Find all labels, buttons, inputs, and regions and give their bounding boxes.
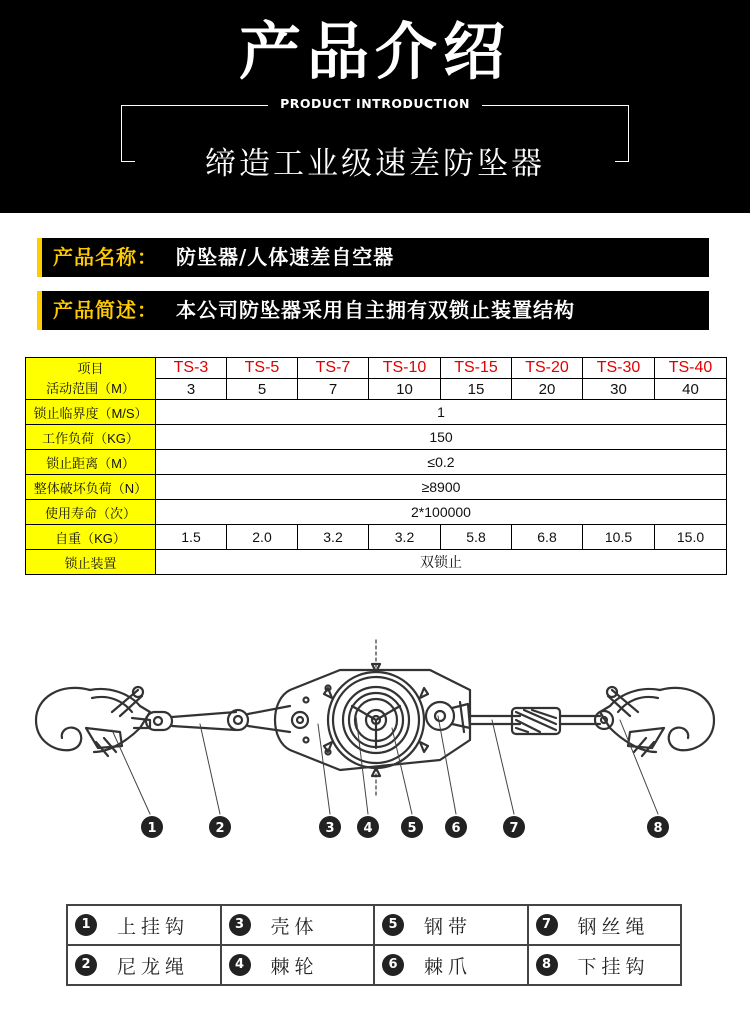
range-cell: 40 — [655, 379, 727, 400]
row-key: 整体破坏负荷（N） — [26, 475, 156, 500]
weight-cell: 2.0 — [227, 525, 298, 550]
legend-cell — [528, 945, 682, 985]
weight-cell: 6.8 — [512, 525, 583, 550]
range-cell: 30 — [583, 379, 655, 400]
weight-cell: 15.0 — [655, 525, 727, 550]
legend-cell — [374, 945, 528, 985]
legend-number: 6 — [382, 954, 404, 976]
callout-2: 2 — [215, 821, 225, 836]
range-cell: 10 — [369, 379, 441, 400]
page-subtitle: PRODUCT INTRODUCTION — [280, 96, 470, 111]
callout-4: 4 — [363, 821, 373, 836]
model-cell: TS-10 — [369, 358, 441, 379]
weight-cell: 1.5 — [156, 525, 227, 550]
lock-key: 锁止装置 — [26, 550, 156, 575]
legend-text: 上挂钩 — [117, 915, 190, 938]
callout-8: 8 — [653, 821, 663, 836]
legend-text: 棘爪 — [424, 955, 473, 978]
model-cell: TS-7 — [298, 358, 369, 379]
legend-number: 1 — [75, 914, 97, 936]
legend-text: 尼龙绳 — [117, 955, 190, 978]
callout-3: 3 — [325, 821, 335, 836]
parts-legend — [66, 904, 682, 986]
legend-number: 8 — [536, 954, 558, 976]
page-caption: 缔造工业级速差防坠器 — [205, 146, 545, 182]
legend-number: 3 — [229, 914, 251, 936]
legend-cell — [374, 905, 528, 945]
lock-value: 双锁止 — [156, 550, 727, 575]
model-key: 项目 — [77, 360, 104, 376]
model-cell: TS-40 — [655, 358, 727, 379]
housing-drawing — [275, 640, 470, 798]
structure-diagram — [0, 620, 750, 850]
weight-cell: 3.2 — [369, 525, 441, 550]
model-cell: TS-20 — [512, 358, 583, 379]
row-value: 1 — [156, 400, 727, 425]
range-cell: 3 — [156, 379, 227, 400]
row-key: 工作负荷（KG） — [26, 425, 156, 450]
legend-cell — [221, 905, 375, 945]
row-key: 使用寿命（次） — [26, 500, 156, 525]
range-cell: 5 — [227, 379, 298, 400]
upper-hook-drawing — [36, 687, 150, 756]
weight-cell: 10.5 — [583, 525, 655, 550]
legend-number: 4 — [229, 954, 251, 976]
spec-table — [25, 357, 727, 575]
header-banner — [0, 0, 750, 213]
product-summary-label: 产品简述： — [53, 298, 158, 322]
product-summary-value: 本公司防坠器采用自主拥有双锁止装置结构 — [176, 298, 575, 322]
callout-6: 6 — [451, 821, 461, 836]
row-value: 2*100000 — [156, 500, 727, 525]
row-key: 锁止临界度（M/S） — [26, 400, 156, 425]
legend-text: 壳体 — [270, 915, 319, 938]
row-value: ≤0.2 — [156, 450, 727, 475]
product-name-value: 防坠器/人体速差自空器 — [176, 245, 395, 269]
model-cell: TS-30 — [583, 358, 655, 379]
callout-1: 1 — [147, 821, 157, 836]
divider-right — [482, 105, 629, 106]
legend-cell — [67, 905, 221, 945]
legend-cell — [528, 905, 682, 945]
nylon-rope-drawing — [146, 706, 290, 732]
page-title: 产品介绍 — [238, 15, 511, 88]
range-cell: 20 — [512, 379, 583, 400]
row-value: 150 — [156, 425, 727, 450]
callout-5: 5 — [407, 821, 417, 836]
legend-cell — [67, 945, 221, 985]
divider-left — [121, 105, 268, 106]
model-cell: TS-5 — [227, 358, 298, 379]
legend-text: 下挂钩 — [577, 955, 650, 978]
row-value: ≥8900 — [156, 475, 727, 500]
model-cell: TS-15 — [441, 358, 512, 379]
weight-key: 自重（KG） — [26, 525, 156, 550]
model-cell: TS-3 — [156, 358, 227, 379]
bar-accent — [37, 238, 42, 277]
range-key: 活动范围（M） — [46, 380, 135, 396]
row-key: 锁止距离（M） — [26, 450, 156, 475]
product-summary-bar — [37, 291, 709, 330]
product-name-label: 产品名称： — [53, 245, 158, 269]
model-range-key-cell — [26, 358, 156, 400]
steel-wire-drawing — [470, 708, 600, 734]
legend-text: 钢丝绳 — [577, 915, 650, 938]
legend-text: 棘轮 — [270, 955, 319, 978]
range-cell: 15 — [441, 379, 512, 400]
legend-number: 2 — [75, 954, 97, 976]
range-cell: 7 — [298, 379, 369, 400]
lower-hook-drawing — [595, 687, 714, 756]
weight-cell: 3.2 — [298, 525, 369, 550]
bar-accent — [37, 291, 42, 330]
weight-cell: 5.8 — [441, 525, 512, 550]
product-name-bar — [37, 238, 709, 277]
legend-number: 7 — [536, 914, 558, 936]
legend-text: 钢带 — [424, 915, 473, 938]
legend-cell — [221, 945, 375, 985]
legend-number: 5 — [382, 914, 404, 936]
callout-7: 7 — [509, 821, 519, 836]
